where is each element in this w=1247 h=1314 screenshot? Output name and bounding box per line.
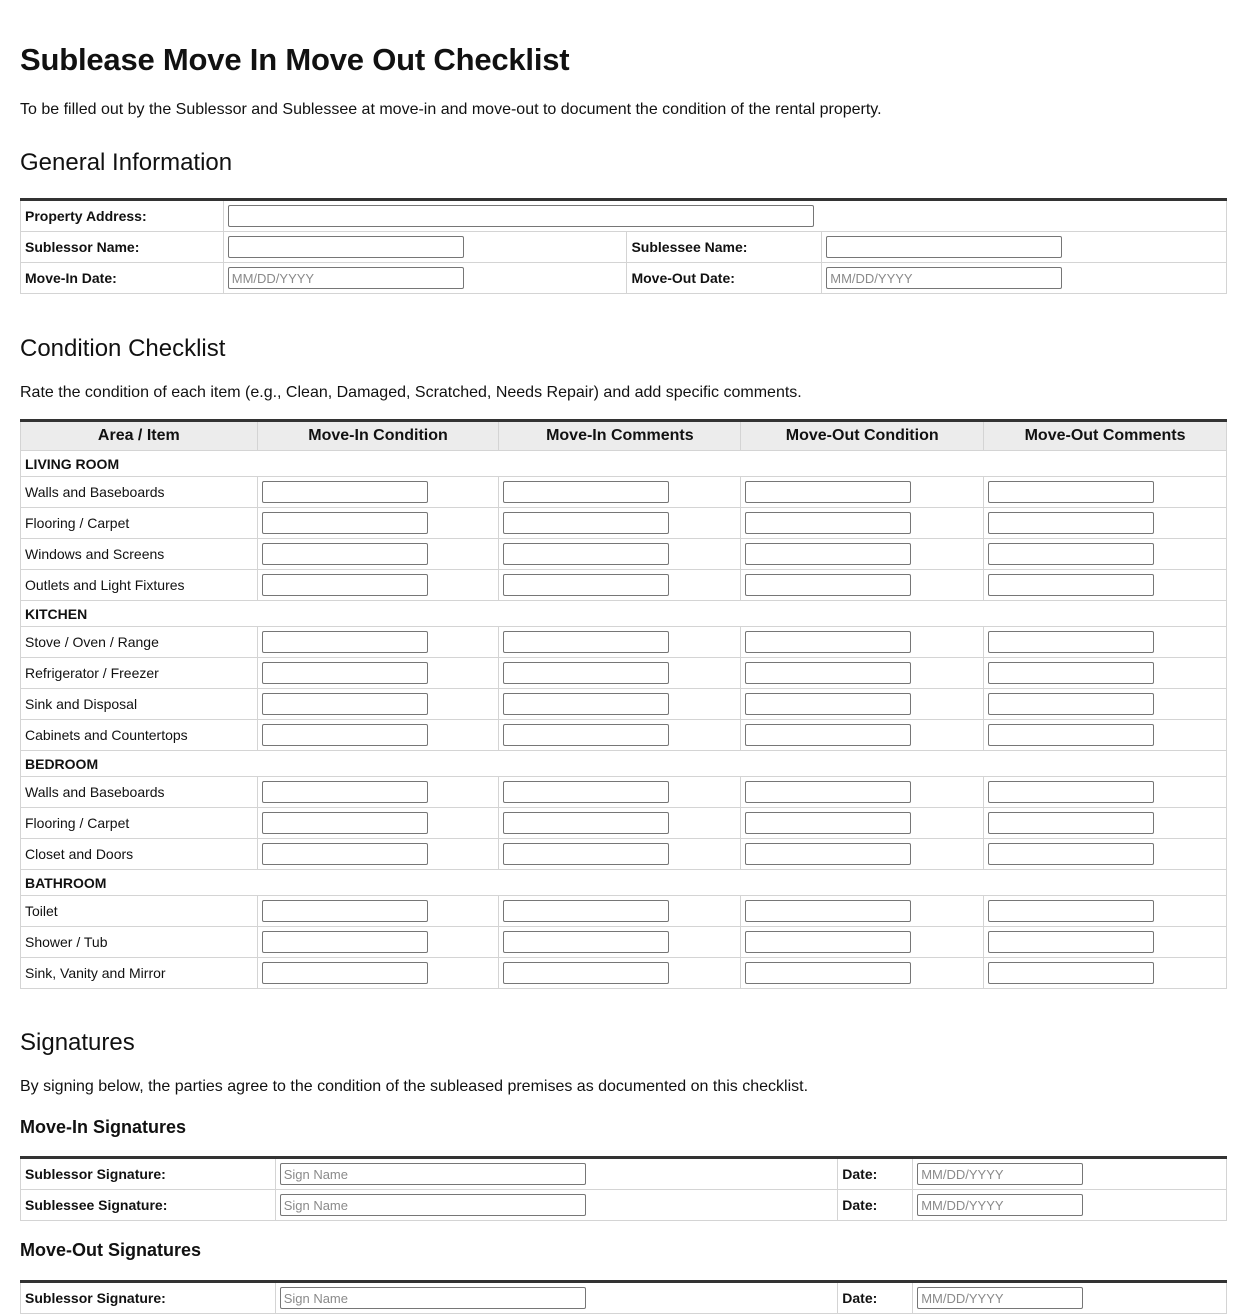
category-label: BEDROOM bbox=[21, 751, 1227, 777]
checklist-row bbox=[21, 508, 1227, 539]
move-in-condition-input[interactable] bbox=[262, 962, 428, 984]
move-out-condition-input[interactable] bbox=[745, 724, 911, 746]
checklist-row bbox=[21, 839, 1227, 870]
move-in-sublessee-signature-input[interactable] bbox=[280, 1194, 586, 1216]
item-label: Flooring / Carpet bbox=[21, 808, 258, 839]
category-row bbox=[21, 751, 1227, 777]
move-in-signatures-table bbox=[20, 1156, 1227, 1221]
move-in-sublessee-date-label: Date: bbox=[838, 1190, 913, 1221]
category-label: BATHROOM bbox=[21, 870, 1227, 896]
item-label: Sink, Vanity and Mirror bbox=[21, 958, 258, 989]
move-in-condition-input[interactable] bbox=[262, 812, 428, 834]
move-in-condition-input[interactable] bbox=[262, 900, 428, 922]
move-in-comments-input[interactable] bbox=[503, 900, 669, 922]
move-in-sublessee-date-input[interactable] bbox=[917, 1194, 1083, 1216]
checklist-row bbox=[21, 570, 1227, 601]
move-in-condition-input[interactable] bbox=[262, 724, 428, 746]
move-out-comments-input[interactable] bbox=[988, 693, 1154, 715]
move-out-condition-input[interactable] bbox=[745, 962, 911, 984]
move-out-comments-input[interactable] bbox=[988, 481, 1154, 503]
signatures-description: By signing below, the parties agree to the condition of the subleased premises as documented on this checklist. bbox=[20, 1078, 809, 1095]
property-address-input[interactable] bbox=[228, 205, 814, 227]
move-out-date-input[interactable] bbox=[826, 267, 1062, 289]
item-label: Walls and Baseboards bbox=[21, 777, 258, 808]
item-label: Shower / Tub bbox=[21, 927, 258, 958]
item-label: Outlets and Light Fixtures bbox=[21, 570, 258, 601]
move-out-condition-input[interactable] bbox=[745, 812, 911, 834]
checklist-row bbox=[21, 896, 1227, 927]
sublessee-name-label: Sublessee Name: bbox=[627, 232, 822, 263]
signatures-heading: Signatures bbox=[20, 1029, 135, 1056]
move-out-condition-input[interactable] bbox=[745, 900, 911, 922]
move-out-comments-input[interactable] bbox=[988, 631, 1154, 653]
condition-table-header bbox=[21, 421, 1227, 451]
move-out-sublessor-date-label: Date: bbox=[838, 1282, 913, 1314]
move-out-signatures-table bbox=[20, 1280, 1227, 1314]
move-in-comments-input[interactable] bbox=[503, 512, 669, 534]
column-header-move-out-condition: Move-Out Condition bbox=[741, 421, 984, 451]
category-row bbox=[21, 451, 1227, 477]
move-out-condition-input[interactable] bbox=[745, 931, 911, 953]
checklist-row bbox=[21, 777, 1227, 808]
move-in-sublessor-date-input[interactable] bbox=[917, 1163, 1083, 1185]
move-out-comments-input[interactable] bbox=[988, 724, 1154, 746]
move-in-date-input[interactable] bbox=[228, 267, 464, 289]
item-label: Flooring / Carpet bbox=[21, 508, 258, 539]
item-label: Sink and Disposal bbox=[21, 689, 258, 720]
category-row bbox=[21, 870, 1227, 896]
move-in-condition-input[interactable] bbox=[262, 931, 428, 953]
checklist-row bbox=[21, 539, 1227, 570]
property-address-label: Property Address: bbox=[21, 200, 224, 232]
sublessee-name-input[interactable] bbox=[826, 236, 1062, 258]
move-out-condition-input[interactable] bbox=[745, 631, 911, 653]
item-label: Walls and Baseboards bbox=[21, 477, 258, 508]
move-in-condition-input[interactable] bbox=[262, 543, 428, 565]
move-in-sublessor-date-label: Date: bbox=[838, 1158, 913, 1190]
move-in-comments-input[interactable] bbox=[503, 812, 669, 834]
move-out-sublessor-signature-label: Sublessor Signature: bbox=[21, 1282, 276, 1314]
move-out-comments-input[interactable] bbox=[988, 543, 1154, 565]
move-out-comments-input[interactable] bbox=[988, 931, 1154, 953]
category-label: LIVING ROOM bbox=[21, 451, 1227, 477]
column-header-move-in-comments: Move-In Comments bbox=[499, 421, 741, 451]
move-out-comments-input[interactable] bbox=[988, 781, 1154, 803]
move-in-condition-input[interactable] bbox=[262, 781, 428, 803]
move-in-comments-input[interactable] bbox=[503, 843, 669, 865]
checklist-row bbox=[21, 627, 1227, 658]
move-out-comments-input[interactable] bbox=[988, 900, 1154, 922]
move-out-condition-input[interactable] bbox=[745, 781, 911, 803]
move-in-comments-input[interactable] bbox=[503, 724, 669, 746]
checklist-row bbox=[21, 720, 1227, 751]
move-in-comments-input[interactable] bbox=[503, 693, 669, 715]
condition-table bbox=[20, 419, 1227, 989]
move-out-comments-input[interactable] bbox=[988, 843, 1154, 865]
sublessor-name-label: Sublessor Name: bbox=[21, 232, 224, 263]
intro-text: To be filled out by the Sublessor and Sublessee at move-in and move-out to document the condition of the rental property. bbox=[20, 101, 882, 118]
move-in-condition-input[interactable] bbox=[262, 662, 428, 684]
move-out-signatures-heading: Move-Out Signatures bbox=[20, 1240, 202, 1260]
item-label: Closet and Doors bbox=[21, 839, 258, 870]
move-in-condition-input[interactable] bbox=[262, 512, 428, 534]
condition-checklist-heading: Condition Checklist bbox=[20, 335, 226, 362]
item-label: Windows and Screens bbox=[21, 539, 258, 570]
move-out-condition-input[interactable] bbox=[745, 543, 911, 565]
category-row bbox=[21, 601, 1227, 627]
checklist-row bbox=[21, 958, 1227, 989]
column-header-area: Area / Item bbox=[21, 421, 258, 451]
move-out-date-label: Move-Out Date: bbox=[627, 263, 822, 294]
move-in-sublessor-signature-label: Sublessor Signature: bbox=[21, 1158, 276, 1190]
item-label: Toilet bbox=[21, 896, 258, 927]
move-out-condition-input[interactable] bbox=[745, 574, 911, 596]
move-out-comments-input[interactable] bbox=[988, 812, 1154, 834]
checklist-row bbox=[21, 689, 1227, 720]
checklist-row bbox=[21, 658, 1227, 689]
item-label: Stove / Oven / Range bbox=[21, 627, 258, 658]
move-in-condition-input[interactable] bbox=[262, 481, 428, 503]
category-label: KITCHEN bbox=[21, 601, 1227, 627]
move-out-comments-input[interactable] bbox=[988, 962, 1154, 984]
move-in-sublessor-signature-input[interactable] bbox=[280, 1163, 586, 1185]
move-in-condition-input[interactable] bbox=[262, 843, 428, 865]
move-out-condition-input[interactable] bbox=[745, 512, 911, 534]
move-in-comments-input[interactable] bbox=[503, 631, 669, 653]
move-in-sublessee-signature-label: Sublessee Signature: bbox=[21, 1190, 276, 1221]
general-info-heading: General Information bbox=[20, 149, 233, 176]
page-title: Sublease Move In Move Out Checklist bbox=[20, 42, 570, 77]
checklist-row bbox=[21, 927, 1227, 958]
move-in-comments-input[interactable] bbox=[503, 662, 669, 684]
move-in-condition-input[interactable] bbox=[262, 693, 428, 715]
move-out-comments-input[interactable] bbox=[988, 512, 1154, 534]
move-in-comments-input[interactable] bbox=[503, 962, 669, 984]
general-info-table bbox=[20, 198, 1227, 294]
move-out-comments-input[interactable] bbox=[988, 574, 1154, 596]
checklist-row bbox=[21, 477, 1227, 508]
condition-table-body bbox=[21, 451, 1227, 989]
column-header-move-in-condition: Move-In Condition bbox=[257, 421, 499, 451]
condition-checklist-description: Rate the condition of each item (e.g., Clean, Damaged, Scratched, Needs Repair) and add specific comments. bbox=[20, 384, 802, 401]
move-in-signatures-heading: Move-In Signatures bbox=[20, 1117, 187, 1137]
sublessor-name-input[interactable] bbox=[228, 236, 464, 258]
move-out-sublessor-date-input[interactable] bbox=[917, 1287, 1083, 1309]
move-out-condition-input[interactable] bbox=[745, 662, 911, 684]
move-in-comments-input[interactable] bbox=[503, 931, 669, 953]
move-in-comments-input[interactable] bbox=[503, 543, 669, 565]
move-in-date-label: Move-In Date: bbox=[21, 263, 224, 294]
move-out-condition-input[interactable] bbox=[745, 693, 911, 715]
move-in-condition-input[interactable] bbox=[262, 574, 428, 596]
move-in-comments-input[interactable] bbox=[503, 781, 669, 803]
column-header-move-out-comments: Move-Out Comments bbox=[984, 421, 1227, 451]
move-out-condition-input[interactable] bbox=[745, 843, 911, 865]
item-label: Cabinets and Countertops bbox=[21, 720, 258, 751]
move-in-condition-input[interactable] bbox=[262, 631, 428, 653]
move-in-comments-input[interactable] bbox=[503, 481, 669, 503]
move-out-sublessor-signature-input[interactable] bbox=[280, 1287, 586, 1309]
move-out-condition-input[interactable] bbox=[745, 481, 911, 503]
item-label: Refrigerator / Freezer bbox=[21, 658, 258, 689]
move-in-comments-input[interactable] bbox=[503, 574, 669, 596]
checklist-row bbox=[21, 808, 1227, 839]
move-out-comments-input[interactable] bbox=[988, 662, 1154, 684]
